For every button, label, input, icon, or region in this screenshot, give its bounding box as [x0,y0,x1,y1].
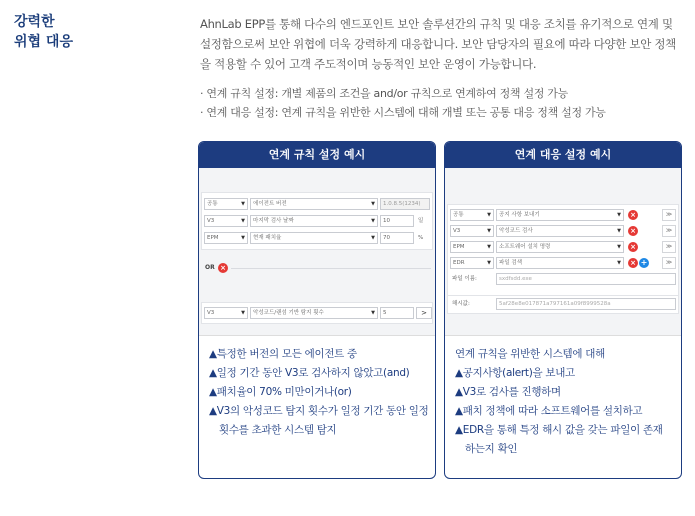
patch-rate-input[interactable]: 70 [380,232,414,244]
product-select-value: EDR [453,260,465,266]
response-description-line: ▲공지사항(alert)을 보내고 [455,367,575,379]
product-select[interactable] [204,198,248,210]
file-name-label: 파일 이름: [452,276,477,282]
chevron-down-icon: ▼ [371,310,375,316]
response-description-line: 연계 규칙을 위반한 시스템에 대해 [455,348,605,360]
response-card-description [455,345,675,459]
delete-icon[interactable]: × [628,226,638,236]
detection-count-input[interactable]: 5 [380,307,414,319]
chevron-down-icon: ▼ [371,218,375,224]
chevron-down-icon: ▼ [617,244,621,250]
product-select-value: 공통 [207,201,218,207]
chevron-down-icon: ▼ [487,260,491,266]
rule-description-line: 횟수를 초과한 시스템 탐지 [219,424,337,436]
rule-description-line: ▲V3의 악성코드 탐지 횟수가 일정 기간 동안 일정 [209,405,429,417]
condition-select-value: 악성코드/랜섬 기반 탐지 횟수 [253,310,324,316]
rule-description-line: ▲일정 기간 동안 V3로 검사하지 않았고(and) [209,367,410,379]
delete-icon[interactable]: × [628,258,638,268]
product-select[interactable] [450,225,494,237]
rule-settings-screenshot [199,168,435,336]
chevron-down-icon: ▼ [617,212,621,218]
action-select[interactable] [496,209,624,221]
feature-bullets [200,84,682,122]
or-operator-label: OR [205,264,215,271]
expand-icon[interactable]: ≫ [662,225,676,237]
hash-panel [447,296,679,314]
chevron-down-icon: ▼ [241,235,245,241]
product-select-value: V3 [453,228,461,234]
expand-icon[interactable]: ≫ [662,241,676,253]
section-title [14,12,73,52]
chevron-down-icon: ▼ [617,228,621,234]
rule-card-title: 연계 규칙 설정 예시 [199,142,435,168]
product-select[interactable] [204,215,248,227]
rule-card-description [209,345,429,440]
file-name-input[interactable]: sxdfsdd.exe [496,273,676,285]
condition-select[interactable] [250,215,378,227]
chevron-down-icon: ▼ [487,244,491,250]
product-select[interactable] [450,241,494,253]
product-select-value: V3 [207,218,215,224]
delete-icon[interactable]: × [218,263,228,273]
next-arrow-button[interactable]: > [416,307,432,319]
chevron-down-icon: ▼ [241,218,245,224]
action-select-value: 악성코드 검사 [499,228,533,234]
chevron-down-icon: ▼ [371,201,375,207]
days-input[interactable]: 10 [380,215,414,227]
delete-icon[interactable]: × [628,242,638,252]
rule-setting-card [198,141,436,479]
chevron-down-icon: ▼ [241,201,245,207]
product-select[interactable] [450,257,494,269]
condition-select[interactable] [250,198,378,210]
add-icon[interactable]: + [640,258,648,267]
chevron-down-icon: ▼ [241,310,245,316]
response-description-line: ▲V3로 검사를 진행하며 [455,386,561,398]
action-select-value: 파일 검색 [499,260,523,266]
chevron-down-icon: ▼ [487,212,491,218]
product-select[interactable] [450,209,494,221]
action-select-value: 소프트웨어 설치 명령 [499,244,551,250]
rule-description-line: ▲특정한 버전의 모든 에이전트 중 [209,348,357,360]
response-settings-screenshot [445,168,681,336]
percent-unit: % [418,235,424,241]
chevron-down-icon: ▼ [371,235,375,241]
product-select-value: EPM [453,244,465,250]
product-select-value: EPM [207,235,219,241]
hash-input[interactable]: 5af28e8e017871a797161a09f8999528a [496,298,676,310]
intro-paragraph: AhnLab EPP를 통해 다수의 엔드포인트 보안 솔루션간의 규칙 및 대응 조치를 유기적으로 연계 및 설정함으로써 보안 위협에 더욱 강력하게 대응합니다. 보안 담당자의 필요에 따라 다양한 보안 정책을 적용할 수 있어 고객 주도적이며 능동적인 보안 운영이 가능합니다. [200,17,676,71]
response-actions-panel [447,204,679,296]
response-description-line: ▲패치 정책에 따라 소프트웨어를 설치하고 [455,405,643,417]
product-select[interactable] [204,232,248,244]
expand-icon[interactable]: ≫ [662,209,676,221]
product-select-value: 공통 [453,212,464,218]
condition-select[interactable] [250,232,378,244]
hash-label: 해시값: [452,301,470,307]
chevron-down-icon: ▼ [617,260,621,266]
product-select[interactable] [204,307,248,319]
response-card-title: 연계 대응 설정 예시 [445,142,681,168]
condition-select-value: 마지막 검사 날짜 [253,218,294,224]
chevron-down-icon: ▼ [487,228,491,234]
condition-select-value: 에이전트 버전 [253,201,287,207]
action-select[interactable] [496,225,624,237]
condition-select-value: 현재 패치율 [253,235,282,241]
rule-conditions-panel [201,192,433,250]
version-input[interactable]: 1.0.8.5(1234) [380,198,430,210]
bullet-response-setting: · 연계 대응 설정: 연계 규칙을 위반한 시스템에 대해 개별 또는 공통 대응 정책 설정 가능 [200,106,606,119]
bullet-rule-setting: · 연계 규칙 설정: 개별 제품의 조건을 and/or 규칙으로 연계하여 정책 설정 가능 [200,87,568,100]
delete-icon[interactable]: × [628,210,638,220]
divider [231,268,431,269]
rule-description-line: ▲패치율이 70% 미만이거나(or) [209,386,352,398]
action-select-value: 공지 사항 보내기 [499,212,540,218]
days-unit: 일 [418,218,424,224]
rule-conditions-panel-2 [201,302,433,324]
response-setting-card [444,141,682,479]
response-description-line: ▲EDR을 통해 특정 해시 값을 갖는 파일이 존재 [455,424,663,436]
response-description-line: 하는지 확인 [465,443,518,455]
product-select-value: V3 [207,310,215,316]
section-title-line1: 강력한 [14,14,55,30]
action-select[interactable] [496,257,624,269]
section-title-line2: 위협 대응 [14,34,73,50]
condition-select[interactable] [250,307,378,319]
action-select[interactable] [496,241,624,253]
expand-icon[interactable]: ≫ [662,257,676,269]
